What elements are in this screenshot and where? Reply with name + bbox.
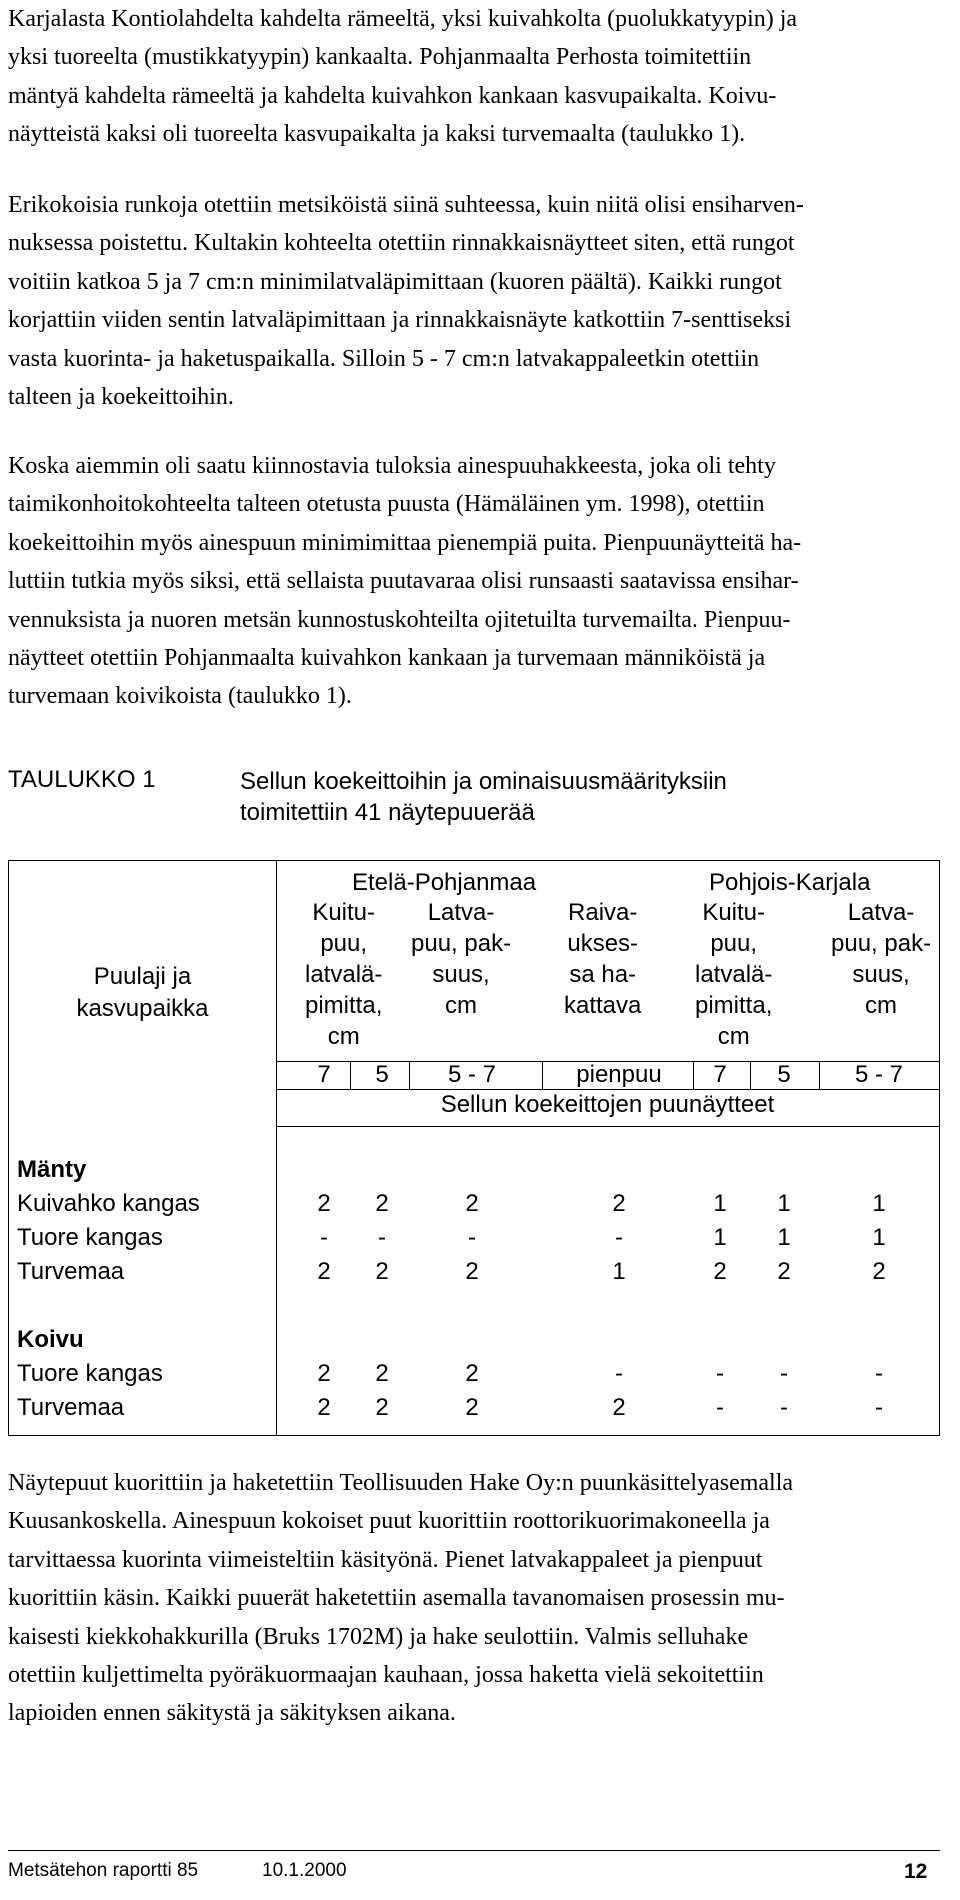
text-line: vennuksista ja nuoren metsän kunnostuskohteilta ojitetuilta turvemailta. Pienpuu- <box>8 606 791 633</box>
col-header-line: suus, <box>852 961 910 988</box>
col-header-line: pimitta, <box>305 992 383 1019</box>
text-line: lapioiden ennen säkitystä ja säkityksen aikana. <box>8 1700 456 1727</box>
table-cell: 2 <box>777 1258 791 1285</box>
text-line: näytteistä kaksi oli tuoreelta kasvupaikalta ja kaksi turvemaalta (taulukko 1). <box>8 121 746 148</box>
table-cell: - <box>875 1360 883 1387</box>
table-cell: 2 <box>465 1258 479 1285</box>
table-cell: - <box>716 1394 724 1421</box>
footer-publication: Metsätehon raportti 85 <box>8 1860 199 1881</box>
col-header-line: pimitta, <box>695 992 773 1019</box>
species-label: Mänty <box>17 1156 87 1183</box>
text-line: voitiin katkoa 5 ja 7 cm:n minimilatvaläpimittaan (kuoren päältä). Kaikki rungot <box>8 268 782 295</box>
text-line: tarvittaessa kuorinta viimeisteltiin käsityönä. Pienet latvakappaleet ja pienpuut <box>8 1546 763 1573</box>
table-cell: 2 <box>612 1394 626 1421</box>
species-label: Koivu <box>17 1326 84 1353</box>
footer-rule <box>8 1850 940 1851</box>
row-label: Tuore kangas <box>17 1360 163 1387</box>
text-line: näytteet otettiin Pohjanmaalta kuivahkon kankaan ja turvemaan männiköistä ja <box>8 645 766 672</box>
table-cell: 2 <box>375 1258 389 1285</box>
table-cell: 2 <box>465 1190 479 1217</box>
text-line: Erikokoisia runkoja otettiin metsiköistä siinä suhteessa, kuin niitä olisi ensiharven- <box>8 192 804 218</box>
grid-line <box>819 1061 820 1089</box>
table-cell: - <box>615 1224 623 1251</box>
text-line: mäntyä kahdelta rämeeltä ja kahdelta kuivahkon kankaan kasvupaikalta. Koivu- <box>8 82 777 109</box>
col-header-latvapuu-2 <box>831 897 931 1021</box>
data-table <box>8 860 940 1436</box>
row-header-line: kasvupaikka <box>76 995 209 1022</box>
col-header-line: Kuitu- <box>702 899 766 926</box>
group-header-pohjois-karjala: Pohjois-Karjala <box>709 869 871 896</box>
table-subtitle: Sellun koekeittojen puunäytteet <box>440 1091 775 1118</box>
table-cell: 1 <box>777 1224 791 1251</box>
text-line: Karjalasta Kontiolahdelta kahdelta rämeeltä, yksi kuivahkolta (puolukkatyypin) ja <box>8 6 798 32</box>
grid-line <box>409 1061 410 1089</box>
text-line: Näytepuut kuorittiin ja haketettiin Teollisuuden Hake Oy:n puunkäsittelyasemalla <box>8 1470 794 1496</box>
table-cell: 2 <box>872 1258 886 1285</box>
col-header-raivauksessa <box>564 897 641 1021</box>
row-label: Tuore kangas <box>17 1224 163 1251</box>
row-header-line: Puulaji ja <box>93 963 192 990</box>
table-cell: 2 <box>612 1190 626 1217</box>
col-header-line: puu, <box>710 930 758 957</box>
table-cell: 2 <box>713 1258 727 1285</box>
text-line: nuksessa poistettu. Kultakin kohteelta otettiin rinnakkaisnäytteet siten, että rungot <box>8 230 795 257</box>
col-header-line: ukses- <box>567 930 639 957</box>
text-line: kaisesti kiekkohakkurilla (Bruks 1702M) ja hake seulottiin. Valmis selluhake <box>8 1623 749 1650</box>
text-line: otettiin kuljettimelta pyöräkuormaajan kauhaan, jossa haketta vielä sekoitettiin <box>8 1662 764 1689</box>
table-cell: 2 <box>465 1394 479 1421</box>
sub-header: 5 - 7 <box>854 1061 904 1088</box>
paragraph-1 <box>8 0 952 154</box>
col-header-kuitupuu-2 <box>695 897 772 1052</box>
col-header-line: kattava <box>564 992 642 1019</box>
col-header-line: cm <box>717 1023 750 1050</box>
table-cell: - <box>780 1360 788 1387</box>
col-header-line: cm <box>327 1023 360 1050</box>
row-label: Kuivahko kangas <box>17 1190 200 1217</box>
page-number: 12 <box>904 1860 928 1883</box>
row-label: Turvemaa <box>17 1394 125 1421</box>
table-cell: 2 <box>375 1394 389 1421</box>
table-cell: 1 <box>713 1190 727 1217</box>
row-label: Turvemaa <box>17 1258 125 1285</box>
table-cell: 2 <box>317 1190 331 1217</box>
table-cell: - <box>875 1394 883 1421</box>
grid-line <box>542 1061 543 1089</box>
table-cell: 1 <box>777 1190 791 1217</box>
sub-header: 7 <box>713 1061 727 1088</box>
text-line: taimikonhoitokohteelta talteen otetusta puusta (Hämäläinen ym. 1998), otettiin <box>8 491 765 518</box>
column-divider <box>276 861 277 1435</box>
col-header-line: suus, <box>432 961 490 988</box>
grid-line <box>350 1061 351 1089</box>
col-header-line: Kuitu- <box>312 899 376 926</box>
caption-line: toimitettiin 41 näytepuuerää <box>240 799 535 826</box>
col-header-line: Raiva- <box>568 899 638 926</box>
col-header-line: latvalä- <box>695 961 773 988</box>
table-cell: - <box>378 1224 386 1251</box>
col-header-line: cm <box>865 992 898 1019</box>
col-header-line: puu, pak- <box>411 930 512 957</box>
table-cell: 1 <box>713 1224 727 1251</box>
sub-header: 5 <box>777 1061 791 1088</box>
table-caption <box>240 766 727 828</box>
col-header-line: Latva- <box>427 899 495 926</box>
text-line: koekeittoihin myös ainespuun minimimittaa pienempiä puita. Pienpuunäytteitä ha- <box>8 529 802 556</box>
table-cell: 2 <box>465 1360 479 1387</box>
table-cell: - <box>780 1394 788 1421</box>
row-header <box>9 961 276 1025</box>
caption-line: Sellun koekeittoihin ja ominaisuusmäärityksiin <box>240 768 727 795</box>
grid-line <box>276 1126 939 1127</box>
paragraph-3 <box>8 447 952 716</box>
text-line: korjattiin viiden sentin latvaläpimittaan ja rinnakkaisnäyte katkottiin 7-senttiseksi <box>8 307 792 334</box>
grid-line <box>750 1061 751 1089</box>
col-header-kuitupuu <box>305 897 382 1052</box>
table-cell: 2 <box>375 1360 389 1387</box>
text-line: Koska aiemmin oli saatu kiinnostavia tuloksia ainespuuhakkeesta, joka oli tehty <box>8 453 776 479</box>
table-cell: 2 <box>375 1190 389 1217</box>
text-line: yksi tuoreelta (mustikkatyypin) kankaalta. Pohjanmaalta Perhosta toimitettiin <box>8 44 752 71</box>
sub-header: 5 - 7 <box>447 1061 497 1088</box>
table-cell: 1 <box>872 1224 886 1251</box>
table-cell: - <box>615 1360 623 1387</box>
col-header-line: Latva- <box>847 899 915 926</box>
table-cell: - <box>320 1224 328 1251</box>
footer-date: 10.1.2000 <box>262 1860 347 1881</box>
sub-header: pienpuu <box>576 1061 662 1088</box>
table-cell: - <box>716 1360 724 1387</box>
text-line: talteen ja koekeittoihin. <box>8 384 234 411</box>
col-header-line: puu, <box>320 930 368 957</box>
grid-line <box>693 1061 694 1089</box>
col-header-line: cm <box>445 992 478 1019</box>
col-header-line: latvalä- <box>305 961 383 988</box>
paragraph-2 <box>8 186 952 416</box>
table-cell: - <box>468 1224 476 1251</box>
text-line: turvemaan koivikoista (taulukko 1). <box>8 683 352 710</box>
text-line: kuorittiin käsin. Kaikki puuerät haketettiin asemalla tavanomaisen prosessin mu- <box>8 1585 785 1612</box>
text-line: vasta kuorinta- ja haketuspaikalla. Silloin 5 - 7 cm:n latvakappaleetkin otettiin <box>8 345 760 372</box>
text-line: luttiin tutkia myös siksi, että sellaista puutavaraa olisi runsaasti saatavissa ensihar- <box>8 568 799 595</box>
table-cell: 1 <box>612 1258 626 1285</box>
table-cell: 1 <box>872 1190 886 1217</box>
sub-header: 5 <box>375 1061 389 1088</box>
table-label: TAULUKKO 1 <box>8 766 156 793</box>
paragraph-4 <box>8 1464 952 1733</box>
table-cell: 2 <box>317 1360 331 1387</box>
group-header-etela-pohjanmaa: Etelä-Pohjanmaa <box>352 869 537 896</box>
col-header-line: puu, pak- <box>831 930 932 957</box>
col-header-latvapuu <box>411 897 511 1021</box>
table-cell: 2 <box>317 1258 331 1285</box>
col-header-line: sa ha- <box>569 961 637 988</box>
text-line: Kuusankoskella. Ainespuun kokoiset puut kuorittiin roottorikuorimakoneella ja <box>8 1508 770 1535</box>
sub-header: 7 <box>317 1061 331 1088</box>
table-cell: 2 <box>317 1394 331 1421</box>
